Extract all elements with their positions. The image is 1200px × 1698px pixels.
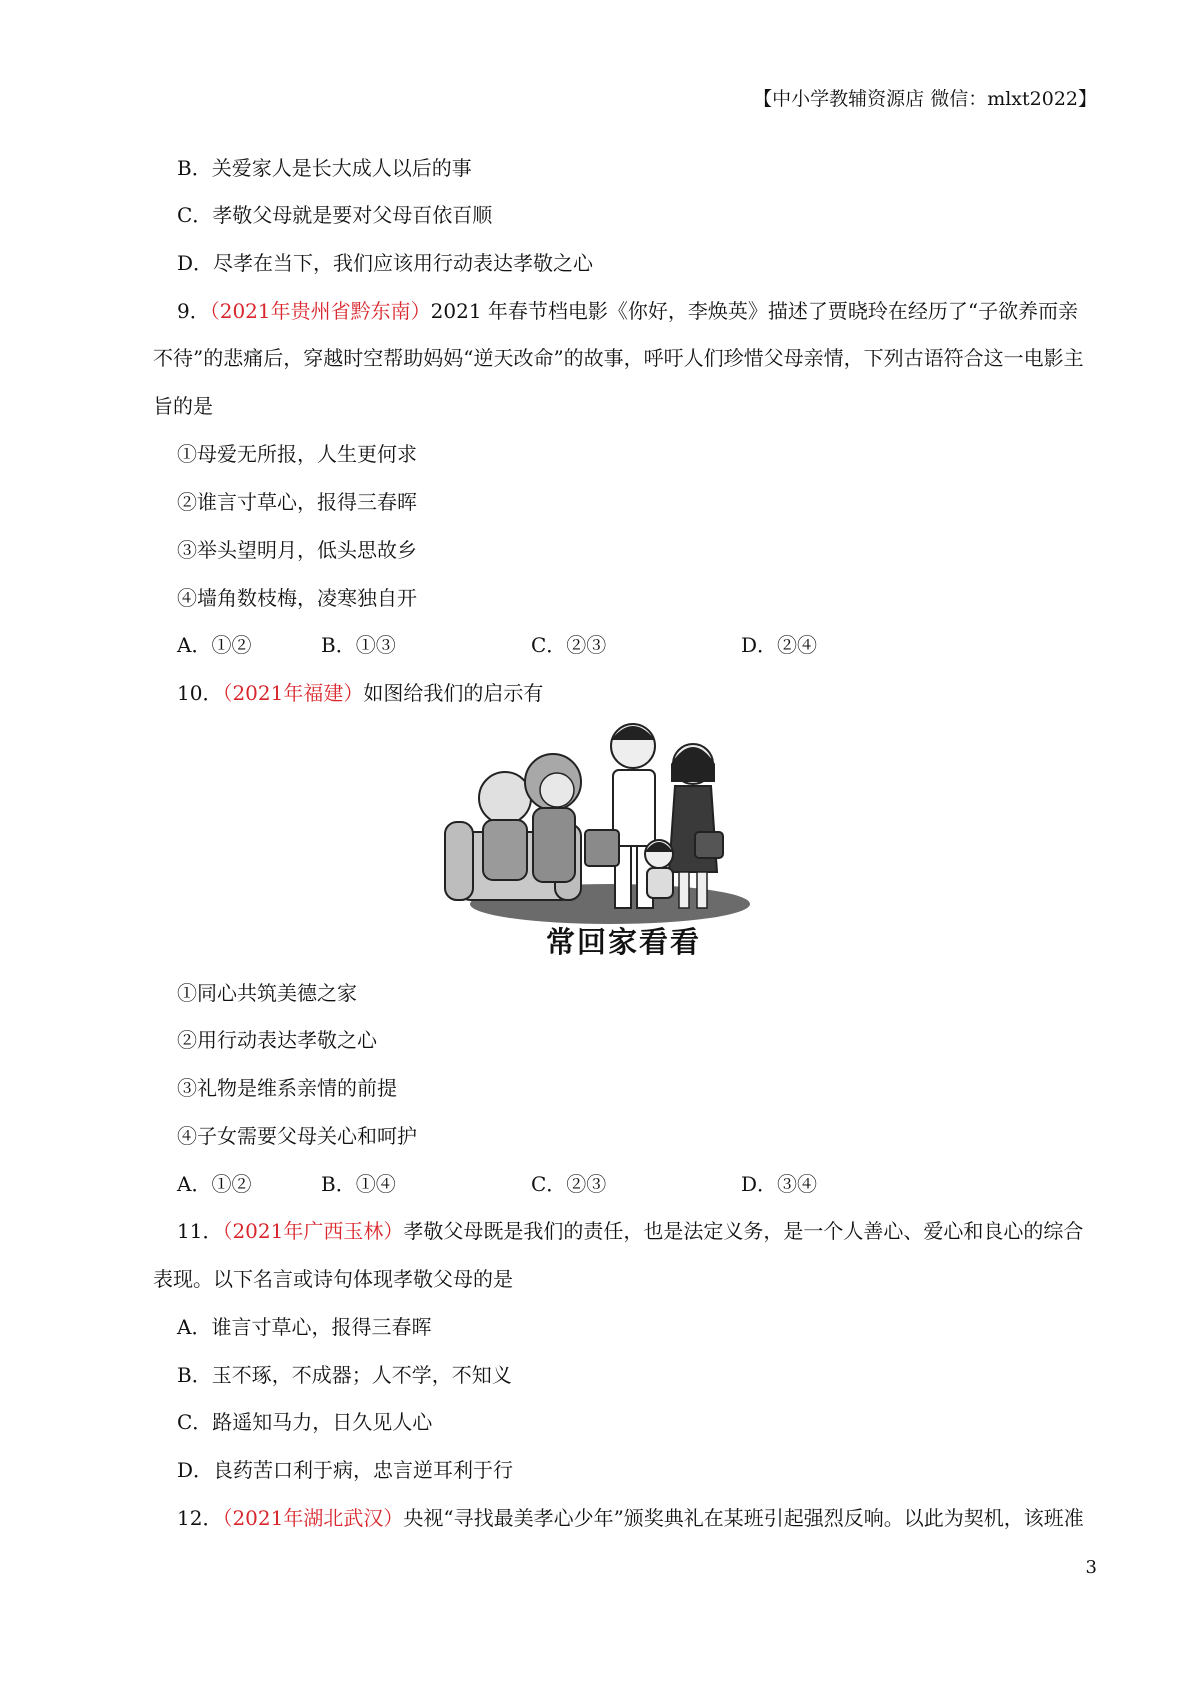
q9-stem-line3: 旨的是 [153,394,213,418]
q11-number: 11． [177,1219,223,1243]
q9-number: 9． [177,299,210,323]
q10-stem [177,679,543,707]
q9-source: （2021年贵州省黔东南） [209,299,431,323]
q9-item-1: ①母爱无所报，人生更何求 [177,442,417,466]
q9-item-2: ②谁言寸草心，报得三春晖 [177,490,417,514]
q10-text: 如图给我们的启示有 [363,681,544,705]
q9-option-d: D．②④ [741,633,818,657]
q8-option-d: D．尽孝在当下，我们应该用行动表达孝敬之心 [177,251,594,275]
q11-stem-line2: 表现。以下名言或诗句体现孝敬父母的是 [153,1267,513,1291]
q10-item-4: ④子女需要父母关心和呵护 [177,1124,417,1148]
q9-option-c: C．②③ [531,633,607,657]
q9-text: 2021 年春节档电影《你好，李焕英》描述了贾晓玲在经历了“子欲养而亲 [430,299,1079,323]
q10-item-3: ③礼物是维系亲情的前提 [177,1076,397,1100]
q9-item-4: ④墙角数枝梅，凌寒独自开 [177,586,417,610]
q10-option-a: A．①② [177,1172,252,1196]
q12-stem-line1 [177,1504,1084,1532]
q9-stem-line2: 不待”的悲痛后，穿越时空帮助妈妈“逆天改命”的故事，呼吁人们珍惜父母亲情，下列古语符合这一电影主 [153,346,1084,370]
q10-option-d: D．③④ [741,1172,818,1196]
q11-stem-line1 [177,1217,1083,1245]
q10-source: （2021年福建） [222,681,364,705]
q10-option-b: B．①④ [321,1172,396,1196]
q11-option-a: A．谁言寸草心，报得三春晖 [177,1315,432,1339]
q10-item-1: ①同心共筑美德之家 [177,981,357,1005]
q9-item-3: ③举头望明月，低头思故乡 [177,538,417,562]
q11-source: （2021年广西玉林） [222,1219,404,1243]
figure-caption: 常回家看看 [546,925,702,959]
q12-text: 央视“寻找最美孝心少年”颁奖典礼在某班引起强烈反响。以此为契机，该班准 [403,1506,1084,1530]
page-number: 3 [1085,1557,1097,1578]
q11-option-b: B．玉不琢，不成器；人不学，不知义 [177,1363,512,1387]
q11-text: 孝敬父母既是我们的责任，也是法定义务，是一个人善心、爱心和良心的综合 [403,1219,1084,1243]
q10-number: 10． [177,681,223,705]
q11-option-d: D．良药苦口利于病，忠言逆耳利于行 [177,1458,514,1482]
q10-item-2: ②用行动表达孝敬之心 [177,1028,377,1052]
q12-source: （2021年湖北武汉） [222,1506,404,1530]
page-header: 【中小学教辅资源店 微信：mlxt2022】 [753,88,1097,110]
q11-option-c: C．路遥知马力，日久见人心 [177,1410,433,1434]
q9-option-a: A．①② [177,633,252,657]
q8-option-c: C．孝敬父母就是要对父母百依百顺 [177,203,493,227]
q9-option-b: B．①③ [321,633,396,657]
q9-stem-line1 [177,297,1078,325]
q10-option-c: C．②③ [531,1172,607,1196]
q12-number: 12． [177,1506,223,1530]
q8-option-b: B．关爱家人是长大成人以后的事 [177,156,472,180]
